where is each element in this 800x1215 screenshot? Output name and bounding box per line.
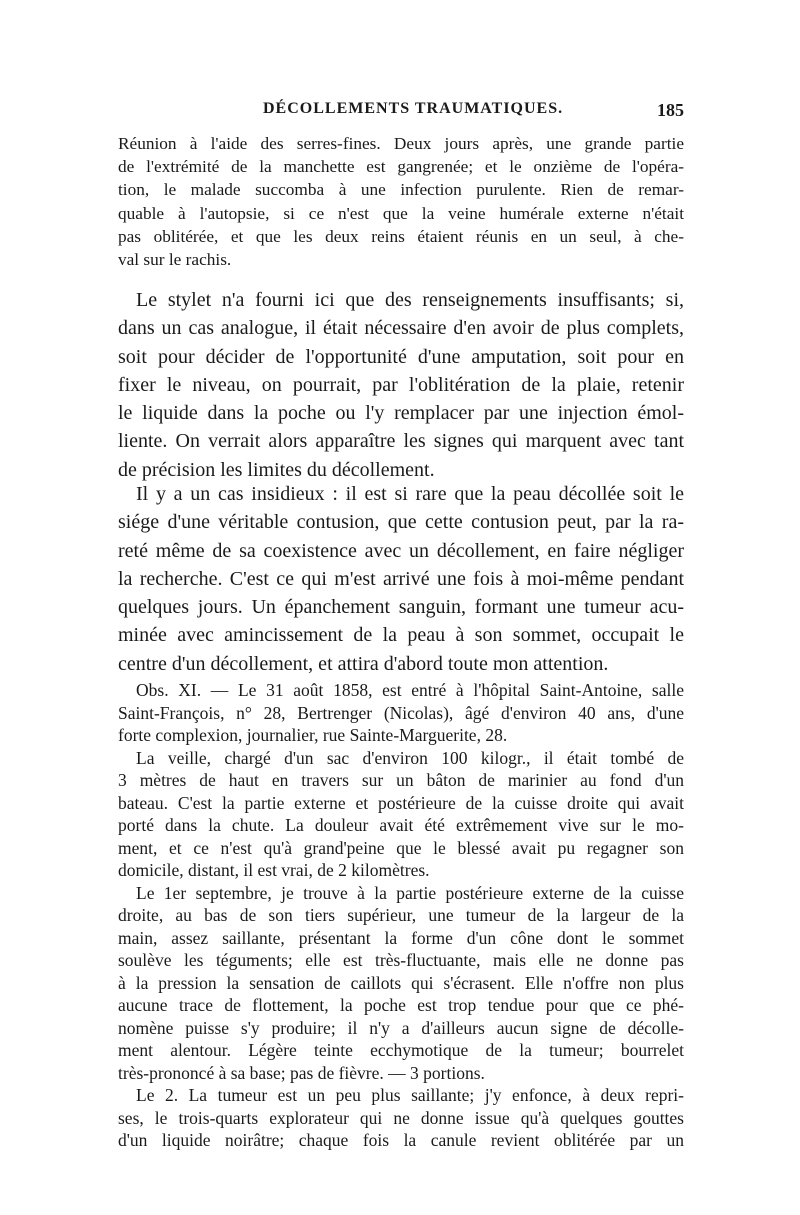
text-line: liente. On verrait alors apparaître les signes qui marquent avec tant <box>118 430 684 453</box>
text-line: le liquide dans la poche ou l'y remplacer par une injection émol- <box>118 402 684 425</box>
text-line: dans un cas analogue, il était nécessaire d'en avoir de plus complets, <box>118 317 684 340</box>
text-line: ses, le trois-quarts explorateur qui ne donne issue qu'à quelques gouttes <box>118 1107 684 1128</box>
text-line: main, assez saillante, présentant la forme d'un cône dont le sommet <box>118 927 684 948</box>
paragraph-insidious-case <box>118 480 684 678</box>
text-line: minée avec amincissement de la peau à son sommet, occupait le <box>118 624 684 647</box>
text-line: siége d'une véritable contusion, que cette contusion peut, par la ra- <box>118 511 684 534</box>
text-line: Il y a un cas insidieux : il est si rare que la peau décollée soit le <box>136 483 684 505</box>
text-line: à la pression la sensation de caillots qui s'écrasent. Elle n'offre non plus <box>118 972 684 993</box>
text-line: droite, au bas de son tiers supérieur, une tumeur de la largeur de la <box>118 905 684 925</box>
text-line: quable à l'autopsie, si ce n'est que la veine humérale externe n'était <box>118 203 684 223</box>
text-line: centre d'un décollement, et attira d'abord toute mon attention. <box>118 652 609 675</box>
text-line: soulève les téguments; elle est très-fluctuante, mais elle ne donne pas <box>118 950 684 970</box>
text-line: tion, le malade succomba à une infection purulente. Rien de remar- <box>118 180 684 200</box>
text-line: ment alentour. Légère teinte ecchymotique de la tumeur; bourrelet <box>118 1040 684 1060</box>
text-line: 3 mètres de haut en travers sur un bâton de marinier au fond d'un <box>118 770 684 790</box>
text-line: fixer le niveau, on pourrait, par l'oblitération de la plaie, retenir <box>118 373 684 396</box>
text-line: de l'extrémité de la manchette est gangrenée; et le onzième de l'opéra- <box>118 157 684 177</box>
text-line: bateau. C'est la partie externe et postérieure de la cuisse droite qui avait <box>118 792 684 813</box>
text-line: Le 2. La tumeur est un peu plus saillante; j'y enfonce, à deux repri- <box>136 1085 684 1105</box>
page-header <box>118 100 684 124</box>
text-line: quelques jours. Un épanchement sanguin, formant une tumeur acu- <box>118 596 684 619</box>
text-line: forte complexion, journalier, rue Sainte-Marguerite, 28. <box>118 725 508 745</box>
text-line: pas oblitérée, et que les deux reins étaient réunis en un seul, à che- <box>118 226 684 246</box>
running-title: DÉCOLLEMENTS TRAUMATIQUES. <box>263 100 564 117</box>
text-line: reté même de sa coexistence avec un décollement, en faire négliger <box>118 539 684 562</box>
text-line: la recherche. C'est ce qui m'est arrivé une fois à moi-même pendant <box>118 567 684 590</box>
text-line: Réunion à l'aide des serres-fines. Deux jours après, une grande partie <box>118 134 684 153</box>
text-line: Saint-François, n° 28, Bertrenger (Nicolas), âgé d'environ 40 ans, d'une <box>118 702 684 723</box>
page-number: 185 <box>657 100 684 120</box>
text-line: aucune trace de flottement, la poche est trop tendue pour que ce phé- <box>118 995 684 1015</box>
text-line: domicile, distant, il est vrai, de 2 kilomètres. <box>118 860 430 880</box>
text-line: de précision les limites du décollement. <box>118 458 435 481</box>
text-line: nomène puisse s'y produire; il n'y a d'ailleurs aucun signe de décolle- <box>118 1017 684 1038</box>
text-line: d'un liquide noirâtre; chaque fois la canule revient oblitérée par un <box>118 1130 684 1150</box>
observation-xi <box>118 679 684 1152</box>
text-line: Obs. XI. — Le 31 août 1858, est entré à l'hôpital Saint-Antoine, salle <box>136 680 684 700</box>
text-line: La veille, chargé d'un sac d'environ 100 kilogr., il était tombé de <box>136 747 684 768</box>
text-line: val sur le rachis. <box>118 249 232 269</box>
text-line: soit pour décider de l'opportunité d'une amputation, soit pour en <box>118 345 684 368</box>
text-line: porté dans la chute. La douleur avait été extrêmement vive sur le mo- <box>118 815 684 835</box>
paragraph-stylet <box>118 286 684 484</box>
text-line: ment, et ce n'est qu'à grand'peine que le blessé avait pu regagner son <box>118 837 684 858</box>
text-line: très-prononcé à sa base; pas de fièvre. — 3 portions. <box>118 1062 485 1083</box>
paragraph-autopsy <box>118 132 684 271</box>
text-line: Le stylet n'a fourni ici que des renseignements insuffisants; si, <box>136 289 684 311</box>
text-line: Le 1er septembre, je trouve à la partie postérieure externe de la cuisse <box>136 882 684 903</box>
